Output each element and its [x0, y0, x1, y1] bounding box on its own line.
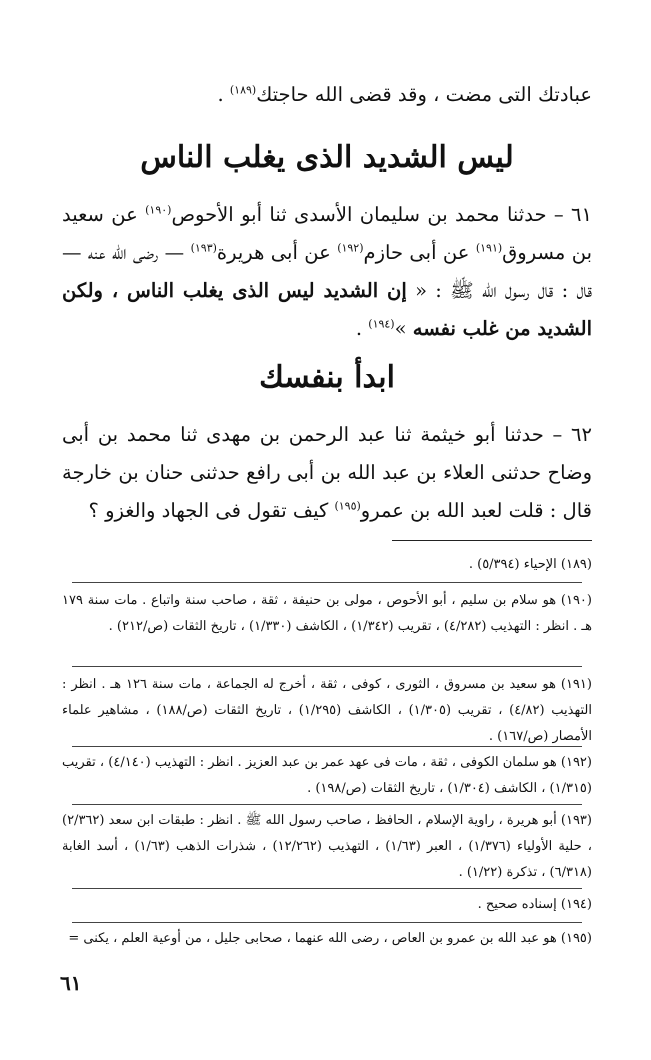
- hadith-61-quote: إن الشديد ليس الذى يغلب الناس ، ولكن الشديد من غلب نفسه: [62, 279, 592, 340]
- footnote-192: (١٩٢) هو سلمان الكوفى ، ثقة ، مات فى عهد عمر بن عبد العزيز . انظر : التهذيب (٤/١٤٠) ، تقريب (١/٣١٥) ، الكاشف (١/٣٠٤) ، تاريخ الثقات (ص/١٩٨) .: [62, 755, 592, 796]
- hadith-62-paragraph: [62, 416, 592, 530]
- hadith-61-part4: عن أبى هريرة: [216, 241, 338, 264]
- footnote-ref-191[interactable]: (١٩١): [475, 241, 503, 255]
- footnote-ref-190[interactable]: (١٩٠): [145, 203, 172, 217]
- footnote-190: (١٩٠) هو سلام بن سليم ، أبو الأحوص ، مولى بن حنيفة ، ثقة ، صاحب سنة واتباع . مات سنة ١٧٩ هـ . انظر : التهذيب (٤/٢٨٢) ، تقريب (١/٣٤٢) ، الكاشف (١/٣٣٠) ، تاريخ الثقات (ص/٢١٢) .: [62, 593, 592, 634]
- footnote-ref-193[interactable]: (١٩٣): [190, 241, 217, 255]
- section-heading-2: ابدأ بنفسك: [259, 360, 395, 395]
- intro-text: عبادتك التى مضت ، وقد قضى الله حاجتك: [256, 83, 592, 106]
- footnote-divider: [392, 540, 592, 541]
- hadith-61-part2: عن سعيد بن مسروق: [62, 203, 592, 264]
- footnote-189: (١٨٩) الإحياء (٥/٣٩٤) .: [468, 557, 592, 572]
- footnote-separator: [72, 746, 582, 747]
- footnote-separator: [72, 922, 582, 923]
- hadith-61-paragraph: [62, 196, 592, 348]
- footnote-193: (١٩٣) أبو هريرة ، راوية الإسلام ، الحافظ ، صاحب رسول الله ﷺ . انظر : طبقات ابن سعد (٢/٣٦٢) ، حلية الأولياء (١/٣٧٦) ، العبر (١/٦٣) ، التهذيب (١٢/٢٦٢) ، شذرات الذهب (١/٦٣) ، أسد الغابة (٦/٣١٨) ، تذكرة (١/٢٢) .: [62, 813, 592, 880]
- intro-paragraph: [62, 76, 592, 114]
- page-number: ٦١: [60, 971, 82, 995]
- footnote-separator: [72, 582, 582, 583]
- footnote-191: (١٩١) هو سعيد بن مسروق ، الثورى ، كوفى ، ثقة ، أخرج له الجماعة ، مات سنة ١٢٦ هـ . انظر : التهذيب (٤/٨٢) ، تقريب (١/٣٠٥) ، الكاشف (١/٢٩٥) ، تاريخ الثقات (ص/١٨٨) ، مشاهير علماء الأمصار (ص/١٦٧) .: [62, 677, 592, 744]
- footnote-separator: [72, 666, 582, 667]
- footnote-ref-189[interactable]: (١٨٩): [229, 83, 257, 97]
- hadith-61-part1: ٦١ – حدثنا محمد بن سليمان الأسدى ثنا أبو الأحوص: [171, 203, 592, 226]
- footnote-ref-195[interactable]: (١٩٥): [334, 499, 361, 513]
- hadith-62-part2: كيف تقول فى الجهاد والغزو ؟: [88, 499, 335, 522]
- hadith-61-end: .: [355, 317, 369, 340]
- footnote-separator: [72, 888, 582, 889]
- footnote-195: (١٩٥) هو عبد الله بن عمرو بن العاص ، رضى الله عنهما ، صحابى جليل ، من أوعية العلم ، يكنى =: [68, 931, 592, 946]
- footnote-separator: [72, 804, 582, 805]
- hadith-61-part6: »: [394, 317, 413, 340]
- intro-end: .: [217, 83, 230, 106]
- footnote-ref-194[interactable]: (١٩٤): [368, 317, 395, 331]
- section-heading-1: ليس الشديد الذى يغلب الناس: [140, 140, 514, 175]
- hadith-62-part1: ٦٢ – حدثنا أبو خيثمة ثنا عبد الرحمن بن مهدى ثنا محمد بن أبى وضاح حدثنى العلاء بن عبد الله بن أبى رافع حدثنى حنان بن خارجة قال : قلت لعبد الله بن عمرو: [62, 423, 592, 522]
- footnote-ref-192[interactable]: (١٩٢): [337, 241, 364, 255]
- hadith-61-part5: — رضى الله عنه — قال : قال رسول الله ﷺ : «: [62, 241, 593, 302]
- footnote-194: (١٩٤) إسناده صحيح .: [477, 897, 592, 912]
- hadith-61-part3: عن أبى حازم: [363, 241, 476, 264]
